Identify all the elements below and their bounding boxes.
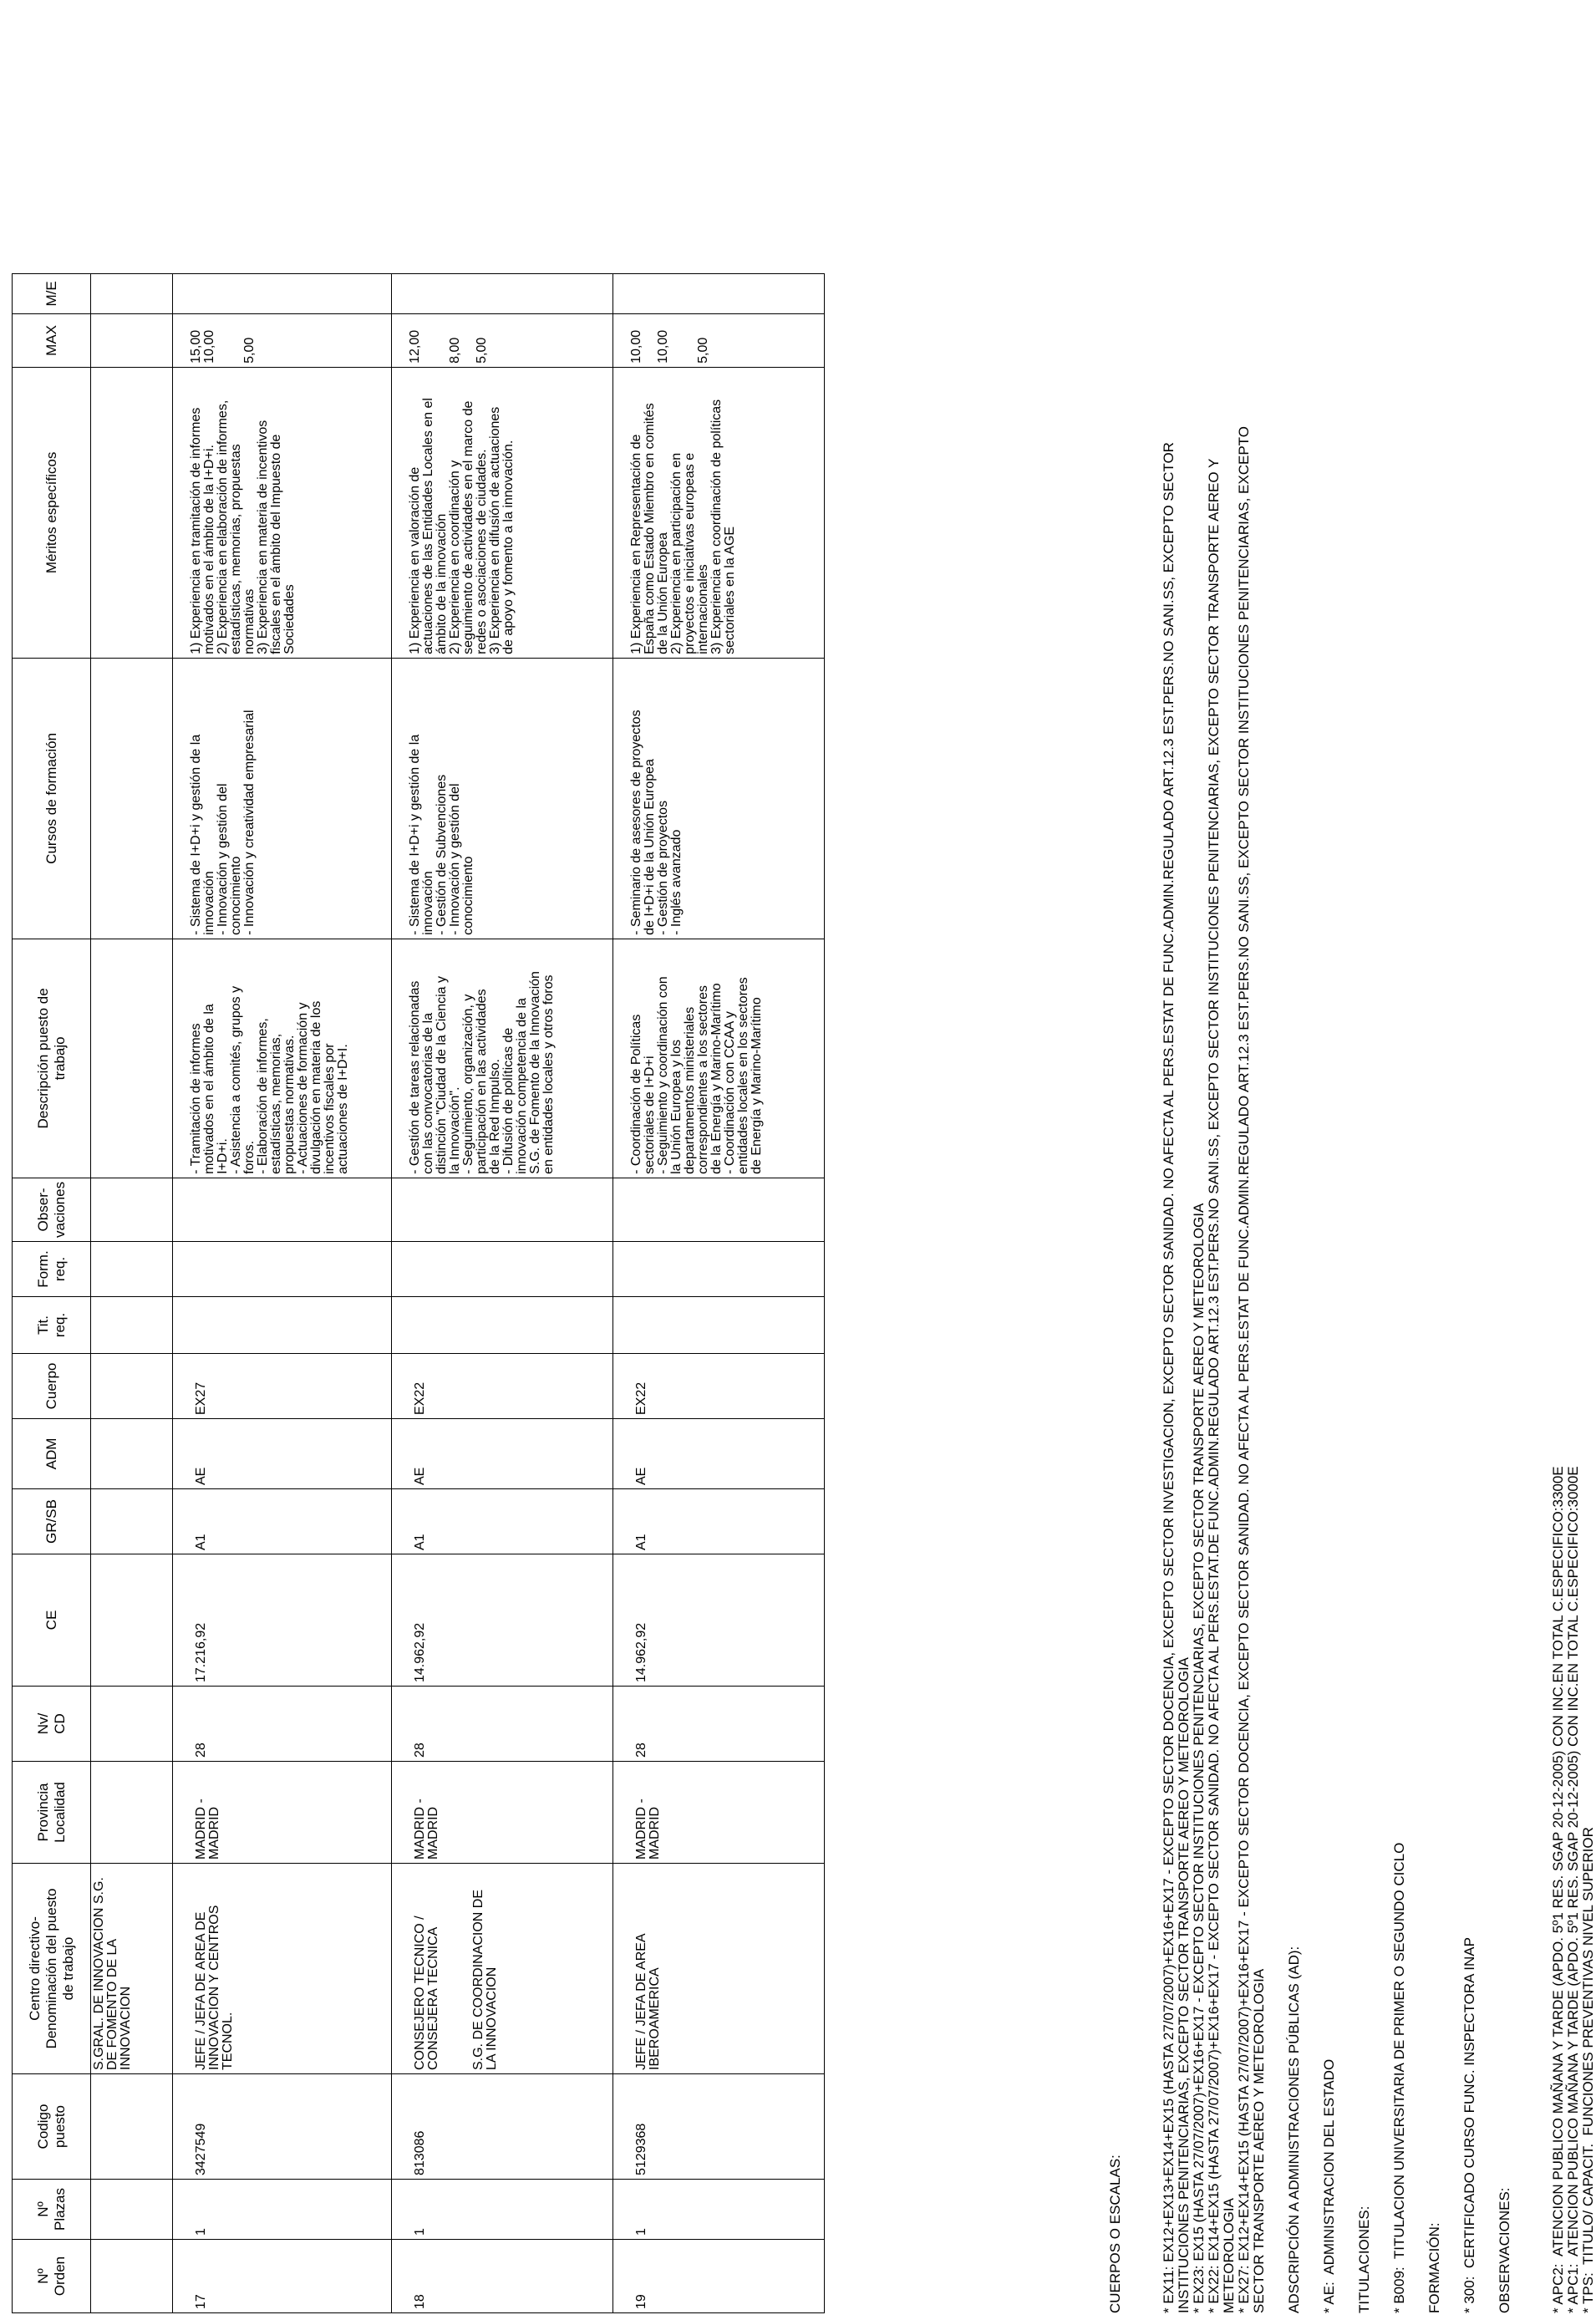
observacion-note: * APC1: ATENCION PUBLICO MAÑANA Y TARDE (APDO. 5º1 RES. SGAP 20-12-2005) CON INC.EN TOTAL C.ESPECIFICO:3000E xyxy=(1565,1466,1581,2313)
header-row xyxy=(13,273,91,2312)
cell-cursos: - Sistema de I+D+i y gestión de la innovación - Innovación y gestión del conocimiento - Innovación y creatividad empresarial xyxy=(173,658,392,939)
header-orden: Nº Orden xyxy=(13,2240,91,2313)
table-row xyxy=(613,273,825,2312)
cell-grsb: A1 xyxy=(392,1489,613,1554)
cell-nivel: 28 xyxy=(392,1687,613,1762)
cell-adm: AE xyxy=(173,1419,392,1489)
cell-ce: 14.962,92 xyxy=(392,1554,613,1687)
header-provincia: Provincia Localidad xyxy=(13,1762,91,1864)
cell-cuerpo: EX22 xyxy=(392,1354,613,1419)
cuerpo-note: * EX23: EX15 (HASTA 27/07/2007)+EX16+EX17 - EXCEPTO SECTOR INSTITUCIONES PENITENCIARIAS, EXCEPTO SECTOR TRANSPORTE AEREO Y METEOROLOGIA xyxy=(1191,1203,1207,2313)
cell-provincia: MADRID - MADRID xyxy=(613,1762,825,1864)
cell-orden: 19 xyxy=(613,2240,825,2313)
header-adm: ADM xyxy=(13,1419,91,1489)
observacion-note: * TPS: TITULO/ CAPACIT. FUNCIONES PREVENTIVAS NIVEL SUPERIOR xyxy=(1580,1827,1596,2313)
adscripcion-note: * AE: ADMINISTRACION DEL ESTADO xyxy=(1321,2058,1337,2313)
header-grsb: GR/SB xyxy=(13,1489,91,1554)
cell-descripcion: - Gestión de tareas relacionadas con las convocatorias de la distinción "Ciudad de la Ciencia y la Innovación". - Seguimiento, organización, y participación en las actividades de la Red Innpulso. - Difusión de políticas de innovación competencia de la S.G. de Fomento de la Innovación en entidades locales y otros foros xyxy=(392,939,613,1178)
cell-centro: JEFE / JEFA DE AREA IBEROAMERICA xyxy=(613,1864,825,2074)
cell-orden: 18 xyxy=(392,2240,613,2313)
cell-codigo: 813086 xyxy=(392,2074,613,2180)
cuerpo-note: INSTITUCIONES PENITENCIARIAS, EXCEPTO SECTOR TRANSPORTE AEREO Y METEOROLOGIA xyxy=(1176,1656,1192,2313)
cuerpo-note: METEOROLOGIA xyxy=(1221,2198,1237,2313)
cell-provincia: MADRID - MADRID xyxy=(173,1762,392,1864)
header-ce: CE xyxy=(13,1554,91,1687)
cell-centro: CONSEJERO TECNICO / CONSEJERA TECNICA xyxy=(413,1916,440,2070)
formacion-note: * 300: CERTIFICADO CURSO FUNC. INSPECTORA INAP xyxy=(1461,1937,1477,2313)
section-row xyxy=(91,273,173,2312)
job-positions-table xyxy=(12,273,825,2313)
header-meritos: Méritos específicos xyxy=(13,367,91,658)
cell-max: 15,00 10,00 5,00 xyxy=(173,313,392,367)
cell-meritos: 1) Experiencia en valoración de actuaciones de las Entidades Locales en el ámbito de la innovación 2) Experiencia en coordinación y seguimiento de actividades en el marco de redes o asociaciones de ciudades. 3) Experiencia en difusión de actuaciones de apoyo y fomento a la innovación. xyxy=(392,367,613,658)
header-me: M/E xyxy=(13,273,91,313)
cell-orden: 17 xyxy=(173,2240,392,2313)
cell-nivel: 28 xyxy=(613,1687,825,1762)
cell-plazas: 1 xyxy=(173,2180,392,2240)
section-header: S.GRAL. DE INNOVACION S.G. DE FOMENTO DE LA INNOVACION xyxy=(91,1864,173,2074)
adscripcion-title: ADSCRIPCIÓN A ADMINISTRACIONES PÚBLICAS (AD): xyxy=(1286,1946,1302,2313)
cell-plazas: 1 xyxy=(392,2180,613,2240)
cell-grsb: A1 xyxy=(173,1489,392,1554)
header-cursos: Cursos de formación xyxy=(13,658,91,939)
header-centro: Centro directivo- Denominación del puesto de trabajo xyxy=(13,1864,91,2074)
cell-ce: 14.962,92 xyxy=(613,1554,825,1687)
cell-adm: AE xyxy=(613,1419,825,1489)
cell-codigo: 5129368 xyxy=(613,2074,825,2180)
observacion-note: * APC2: ATENCION PUBLICO MAÑANA Y TARDE (APDO. 5º1 RES. SGAP 20-12-2005) CON INC.EN TOTAL C.ESPECIFICO:3300E xyxy=(1550,1466,1566,2313)
cell-descripcion: - Tramitación de informes motivados en el ámbito de la I+D+i. - Asistencia a comités, grupos y foros. - Elaboración de informes, estadísticas, memorias, propuestas normativas. - Actuaciones de formación y divulgación en materia de los incentivos fiscales por actuaciones de I+D+I. xyxy=(173,939,392,1178)
cell-cursos: - Sistema de I+D+i y gestión de la innovación - Gestión de Subvenciones - Innovación y gestión del conocimiento xyxy=(392,658,613,939)
formacion-title: FORMACIÓN: xyxy=(1426,2222,1442,2313)
cuerpos-title: CUERPOS O ESCALAS: xyxy=(1107,2155,1123,2313)
cuerpo-note: * EX27: EX12+EX14+EX15 (HASTA 27/07/2007)+EX16+EX17 - EXCEPTO SECTOR DOCENCIA, EXCEPTO SECTOR SANIDAD. NO AFECTA AL PERS.ESTAT DE FUNC.ADMIN.REGULADO ART.12.3 EST.PERS.NO SANI.SS, EXCEPTO SECTOR INSTITUCIONES PENITENCIARIAS, EXCEPTO xyxy=(1236,426,1252,2313)
cuerpo-note: * EX22: EX14+EX15 (HASTA 27/07/2007)+EX16+EX17 - EXCEPTO SECTOR SANIDAD. NO AFECTA AL PERS.ESTAT.DE FUNC.ADMIN.REGULADO ART.12.3 EST.PERS.NO SANI.SS, EXCEPTO SECTOR INSTITUCIONES PENITENCIARIAS, EXCEPTO SECTOR TRANSPORTE AEREO Y xyxy=(1206,458,1222,2313)
table-row xyxy=(173,273,392,2312)
cell-max: 12,00 8,00 5,00 xyxy=(392,313,613,367)
header-codigo: Codigo puesto xyxy=(13,2074,91,2180)
table-row xyxy=(392,273,613,2312)
titulaciones-note: * B009: TITULACION UNIVERSITARIA DE PRIMER O SEGUNDO CICLO xyxy=(1391,1842,1407,2313)
cell-cursos: - Seminario de asesores de proyectos de I+D+i de la Unión Europea - Gestión de proyectos - Inglés avanzado xyxy=(613,658,825,939)
cell-centro-group xyxy=(392,1864,613,2074)
header-obs: Obser- vaciones xyxy=(13,1178,91,1241)
header-tit: Tit. req. xyxy=(13,1297,91,1354)
cell-codigo: 3427549 xyxy=(173,2074,392,2180)
cuerpo-note: * EX11: EX12+EX13+EX14+EX15 (HASTA 27/07/2007)+EX16+EX17 - EXCEPTO SECTOR DOCENCIA, EXCEPTO SECTOR INVESTIGACION, EXCEPTO SECTOR SANIDAD. NO AFECTA AL PERS.ESTAT DE FUNC.ADMIN.REGULADO ART.12.3 EST.PERS.NO SANI.SS, EXCEPTO SECTOR xyxy=(1161,442,1177,2313)
header-cuerpo: Cuerpo xyxy=(13,1354,91,1419)
cell-descripcion: - Coordinación de Políticas sectoriales de I+D+i - Seguimiento y coordinación con la Unión Europea y los departamentos ministeriales correspondientes a los sectores de la Energía y Marino-Marítimo - Coordinación con CCAA y entidades locales en los sectores de Energía y Marino-Marítimo xyxy=(613,939,825,1178)
footnotes xyxy=(1108,23,1596,2313)
cell-provincia: MADRID - MADRID xyxy=(392,1762,613,1864)
cell-meritos: 1) Experiencia en Representación de España como Estado Miembro en comités de la Unión Europea 2) Experiencia en participación en proyectos e iniciativas europeas e internacionales 3) Experiencia en coordinación de políticas sectoriales en la AGE xyxy=(613,367,825,658)
cell-cuerpo: EX27 xyxy=(173,1354,392,1419)
cell-nivel: 28 xyxy=(173,1687,392,1762)
cell-ce: 17.216,92 xyxy=(173,1554,392,1687)
cuerpo-note: SECTOR TRANSPORTE AEREO Y METEOROLOGIA xyxy=(1251,1968,1267,2313)
header-nivel: Nv/ CD xyxy=(13,1687,91,1762)
header-desc: Descripción puesto de trabajo xyxy=(13,939,91,1178)
header-plazas: Nº Plazas xyxy=(13,2180,91,2240)
cell-centro-subdireccion: S.G. DE COORDINACION DE LA INNOVACION xyxy=(471,1889,499,2070)
cell-plazas: 1 xyxy=(613,2180,825,2240)
cell-cuerpo: EX22 xyxy=(613,1354,825,1419)
cell-grsb: A1 xyxy=(613,1489,825,1554)
titulaciones-title: TITULACIONES: xyxy=(1356,2206,1372,2313)
header-max: MAX xyxy=(13,313,91,367)
header-form: Form. req. xyxy=(13,1242,91,1297)
cell-centro: JEFE / JEFA DE AREA DE INNOVACION Y CENTROS TECNOL. xyxy=(173,1864,392,2074)
cell-meritos: 1) Experiencia en tramitación de informes motivados en el ámbito de la I+D+i. 2) Experiencia en elaboración de informes, estadísticas, memorias, propuestas normativas 3) Experiencia en materia de incentivos fiscales en el ámbito del Impuesto de Sociedades xyxy=(173,367,392,658)
cell-adm: AE xyxy=(392,1419,613,1489)
cell-max: 10,00 10,00 5,00 xyxy=(613,313,825,367)
observaciones-title: OBSERVACIONES: xyxy=(1497,2187,1512,2313)
